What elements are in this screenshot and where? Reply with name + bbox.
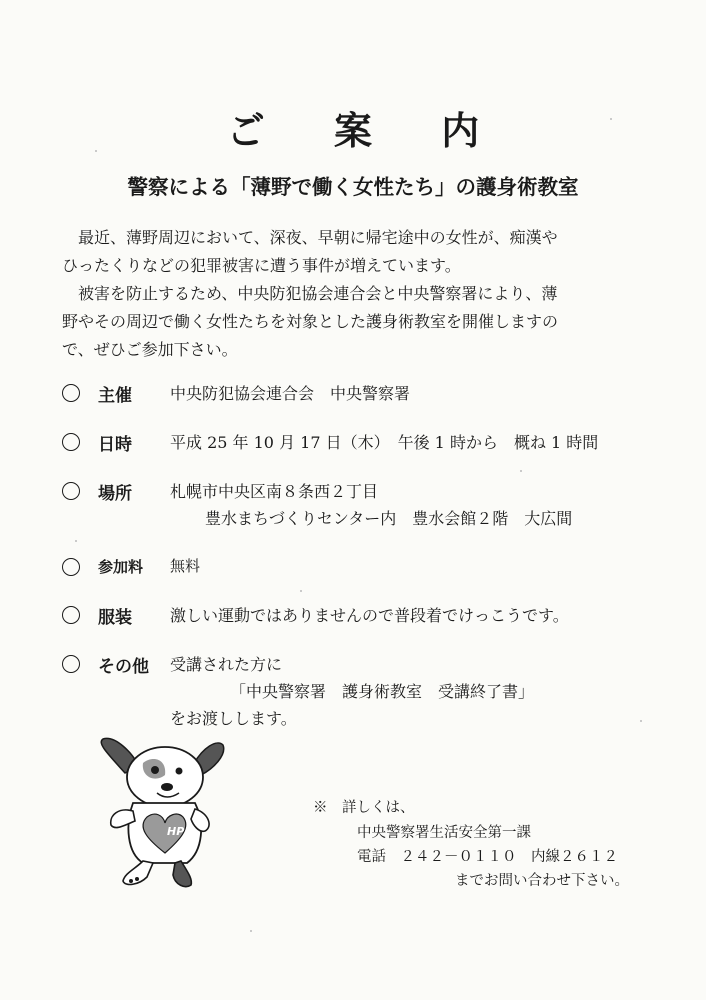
scan-speck [250,930,252,932]
detail-label: 服装 [98,608,132,628]
detail-other-line3: をお渡しします。 [170,709,297,728]
detail-place-line2: 豊水まちづくりセンター内 豊水会館２階 大広間 [205,509,573,528]
bullet-circle-icon [62,655,80,673]
detail-value: 平成 25 年 10 月 17 日（木） 午後 1 時から 概ね 1 時間 [170,433,599,452]
intro-line: ひったくりなどの犯罪被害に遭う事件が増えています。 [62,256,461,275]
mascot-badge-text: HP [167,825,185,838]
detail-label: 場所 [98,484,132,504]
bullet-circle-icon [62,558,80,576]
mascot-illustration [95,735,230,890]
scan-speck [640,720,642,722]
intro-line: 最近、薄野周辺において、深夜、早朝に帰宅途中の女性が、痴漢や [78,228,558,247]
detail-label: 参加料 [98,558,144,576]
contact-closing: までお問い合わせ下さい。 [455,873,629,889]
detail-label: 日時 [98,435,132,455]
intro-line: で、ぜひご参加下さい。 [62,340,238,359]
detail-label: その他 [98,657,149,677]
scan-speck [75,540,77,542]
detail-value: 中央防犯協会連合会 中央警察署 [170,384,411,403]
scan-speck [300,590,302,592]
contact-phone: 電話 ２４２－０１１０ 内線２６１２ [357,849,618,865]
detail-value: 札幌市中央区南８条西２丁目 [170,482,379,501]
detail-other-line2: 「中央警察署 護身術教室 受講終了書」 [230,682,535,701]
intro-paragraph-1 [62,224,652,280]
page-subtitle: 警察による「薄野で働く女性たち」の護身術教室 [127,175,579,199]
detail-value: 無料 [170,557,201,575]
bullet-circle-icon [62,482,80,500]
intro-line: 野やその周辺で働く女性たちを対象とした護身術教室を開催しますの [62,312,559,331]
contact-mark: ※ 詳しくは、 [313,800,415,816]
bullet-circle-icon [62,433,80,451]
detail-value: 受講された方に [170,655,283,674]
bullet-circle-icon [62,606,80,624]
contact-department: 中央警察署生活安全第一課 [357,825,531,841]
page-title: ご 案 内 [226,109,508,153]
detail-label: 主催 [98,386,132,406]
intro-line: 被害を防止するため、中央防犯協会連合会と中央警察署により、薄 [78,284,558,303]
scan-speck [520,470,522,472]
intro-paragraph-2 [62,280,652,364]
detail-value: 激しい運動ではありませんので普段着でけっこうです。 [170,606,569,625]
bullet-circle-icon [62,384,80,402]
